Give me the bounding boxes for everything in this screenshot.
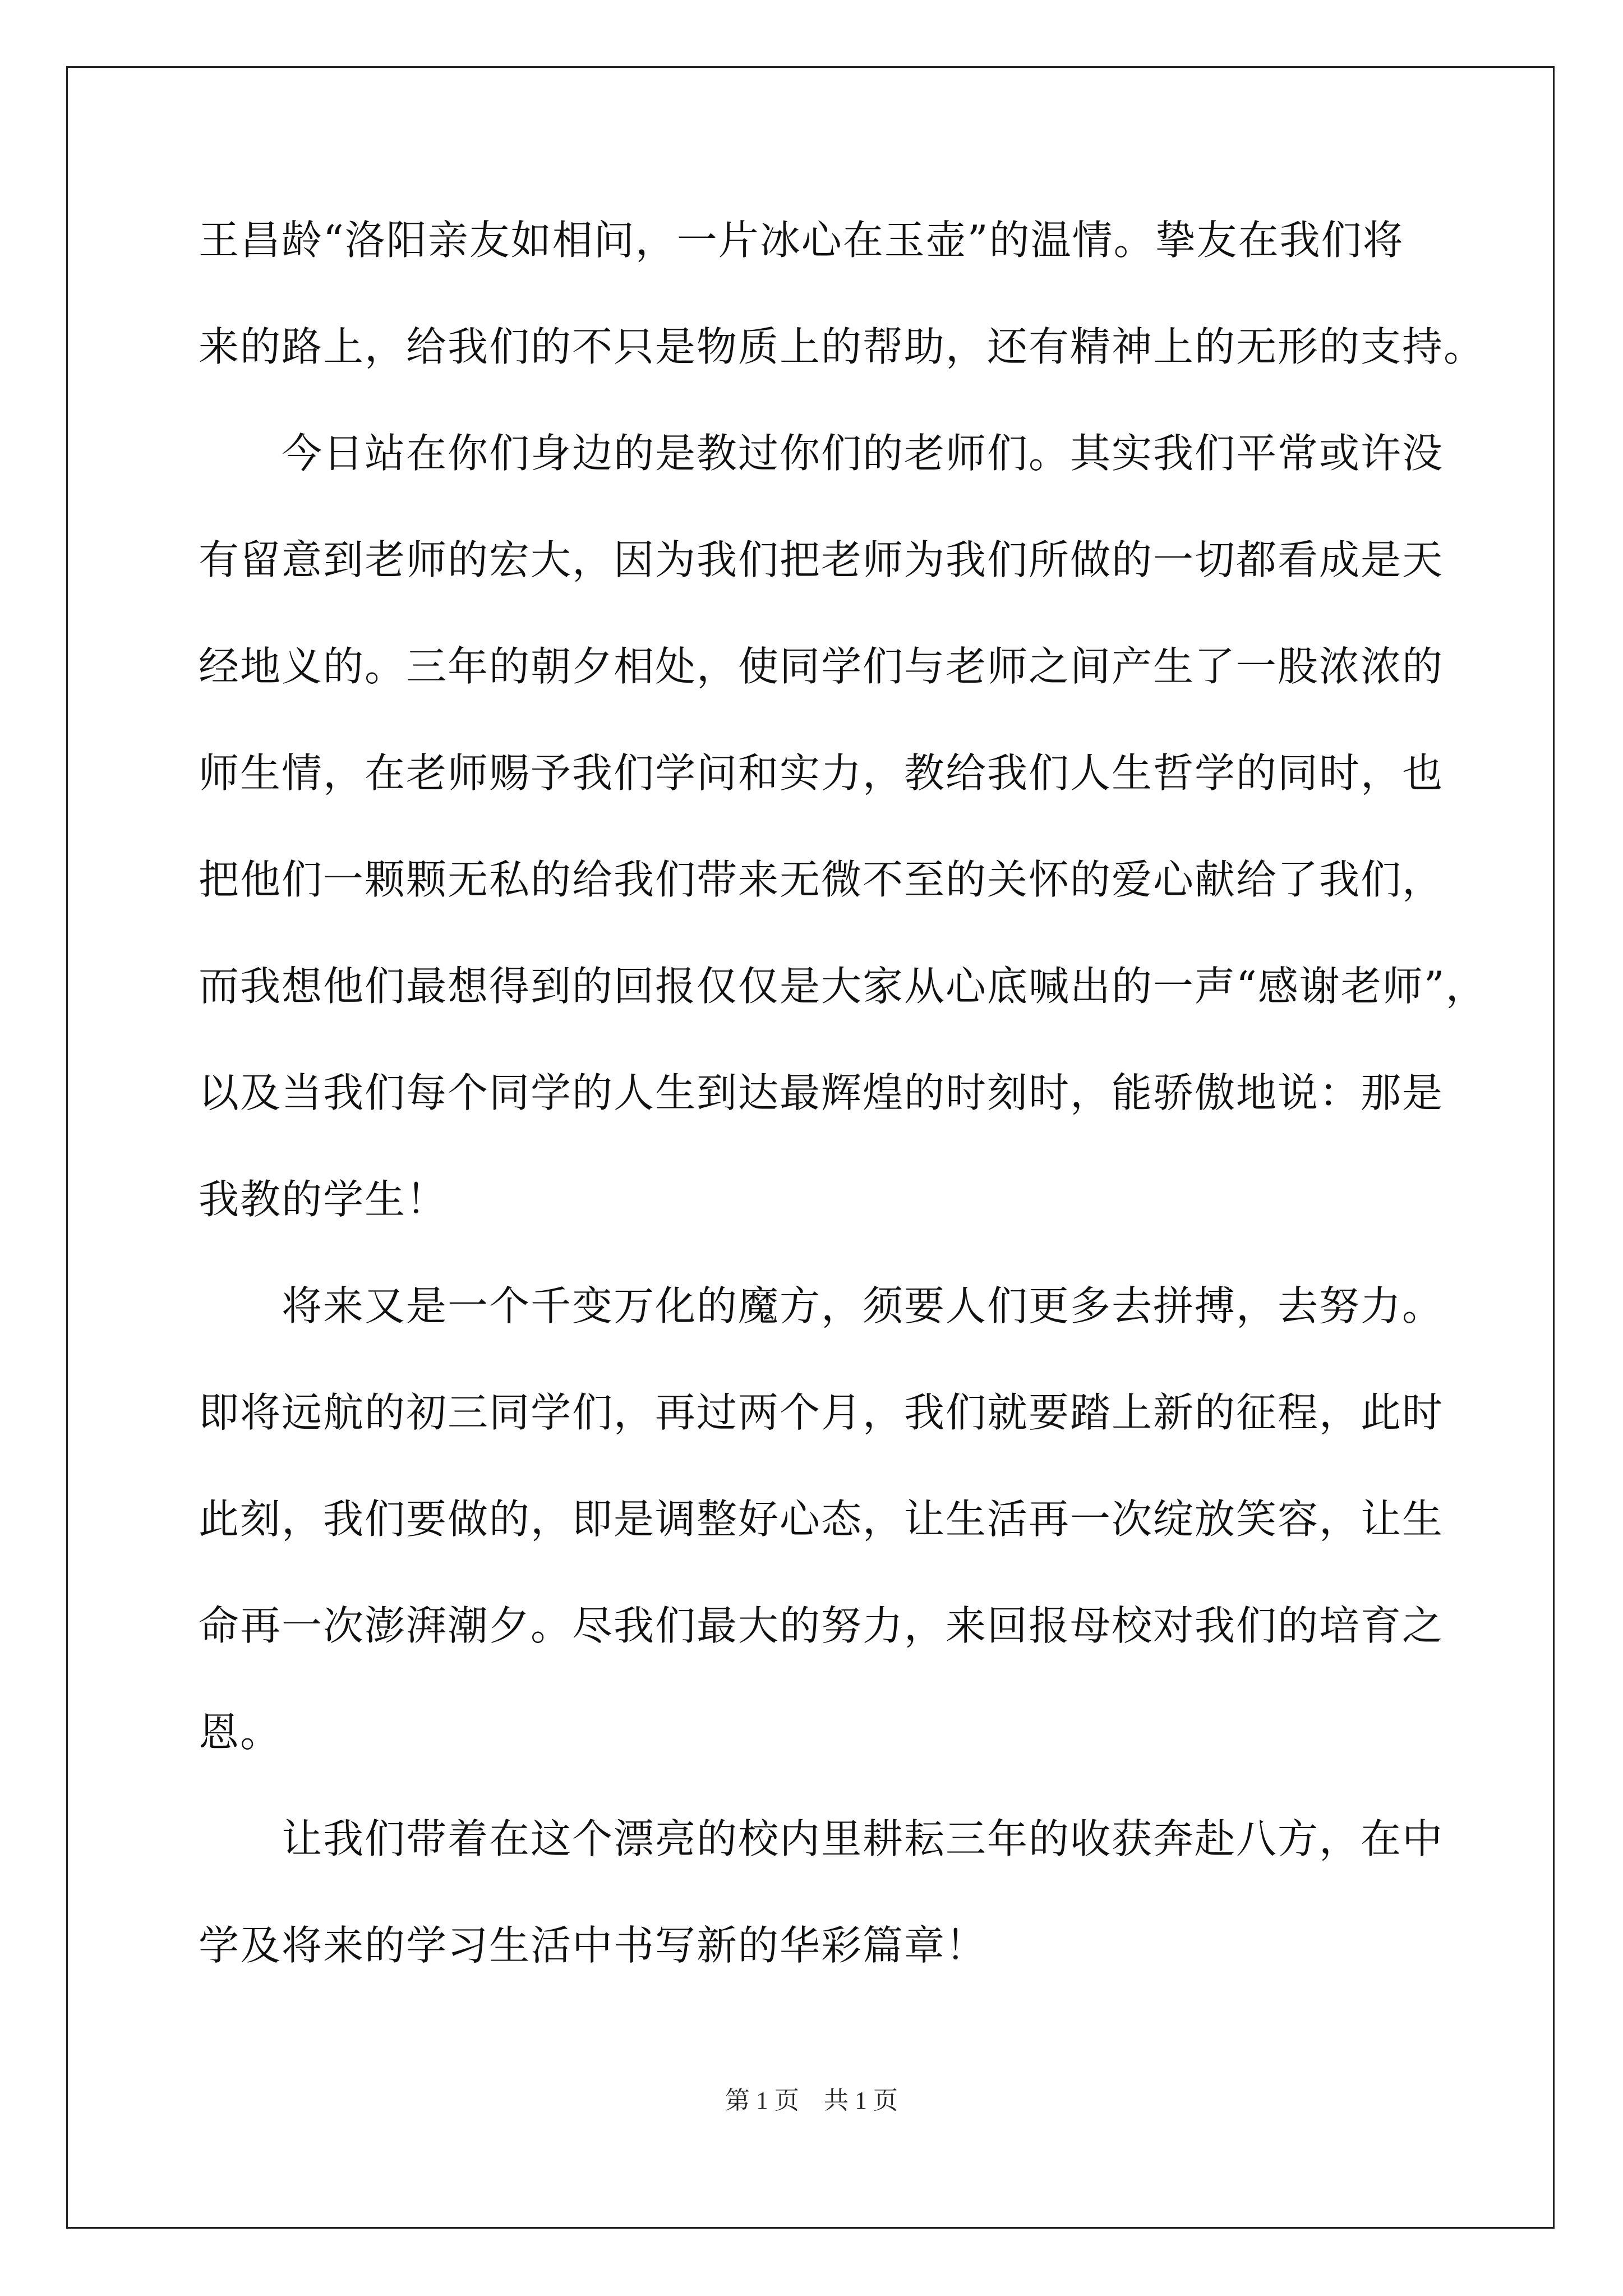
- page-footer: 第 1 页 共 1 页: [725, 2087, 898, 2114]
- text-line: 即将远航的初三同学们，再过两个月，我们就要踏上新的征程，此时: [199, 1389, 1444, 1436]
- text-line: 把他们一颗颗无私的给我们带来无微不至的关怀的爱心献给了我们，: [199, 856, 1444, 903]
- text-line: 经地义的。三年的朝夕相处，使同学们与老师之间产生了一股浓浓的: [199, 643, 1444, 690]
- text-line: 有留意到老师的宏大，因为我们把老师为我们所做的一切都看成是天: [199, 536, 1444, 583]
- text-line: 恩。: [199, 1709, 282, 1756]
- text-line: 此刻，我们要做的，即是调整好心态，让生活再一次绽放笑容，让生: [199, 1496, 1444, 1543]
- page-border: [66, 66, 1555, 2229]
- paragraph-start-line: 让我们带着在这个漂亮的校内里耕耘三年的收获奔赴八方，在中: [282, 1815, 1444, 1862]
- text-line: 师生情，在老师赐予我们学问和实力，教给我们人生哲学的同时，也: [199, 749, 1444, 797]
- text-line: 以及当我们每个同学的人生到达最辉煌的时刻时，能骄傲地说：那是: [199, 1069, 1444, 1116]
- text-line: 王昌龄“洛阳亲友如相问，一片冰心在玉壶”的温情。挚友在我们将: [199, 217, 1404, 264]
- paragraph-start-line: 今日站在你们身边的是教过你们的老师们。其实我们平常或许没: [282, 430, 1444, 477]
- text-line: 我教的学生！: [199, 1176, 448, 1223]
- text-line: 来的路上，给我们的不只是物质上的帮助，还有精神上的无形的支持。: [199, 323, 1486, 370]
- text-line: 学及将来的学习生活中书写新的华彩篇章！: [199, 1922, 988, 1969]
- text-line: 而我想他们最想得到的回报仅仅是大家从心底喊出的一声“感谢老师”，: [199, 963, 1487, 1010]
- paragraph-start-line: 将来又是一个千变万化的魔方，须要人们更多去拼搏，去努力。: [282, 1282, 1444, 1329]
- text-line: 命再一次澎湃潮夕。尽我们最大的努力，来回报母校对我们的培育之: [199, 1602, 1444, 1649]
